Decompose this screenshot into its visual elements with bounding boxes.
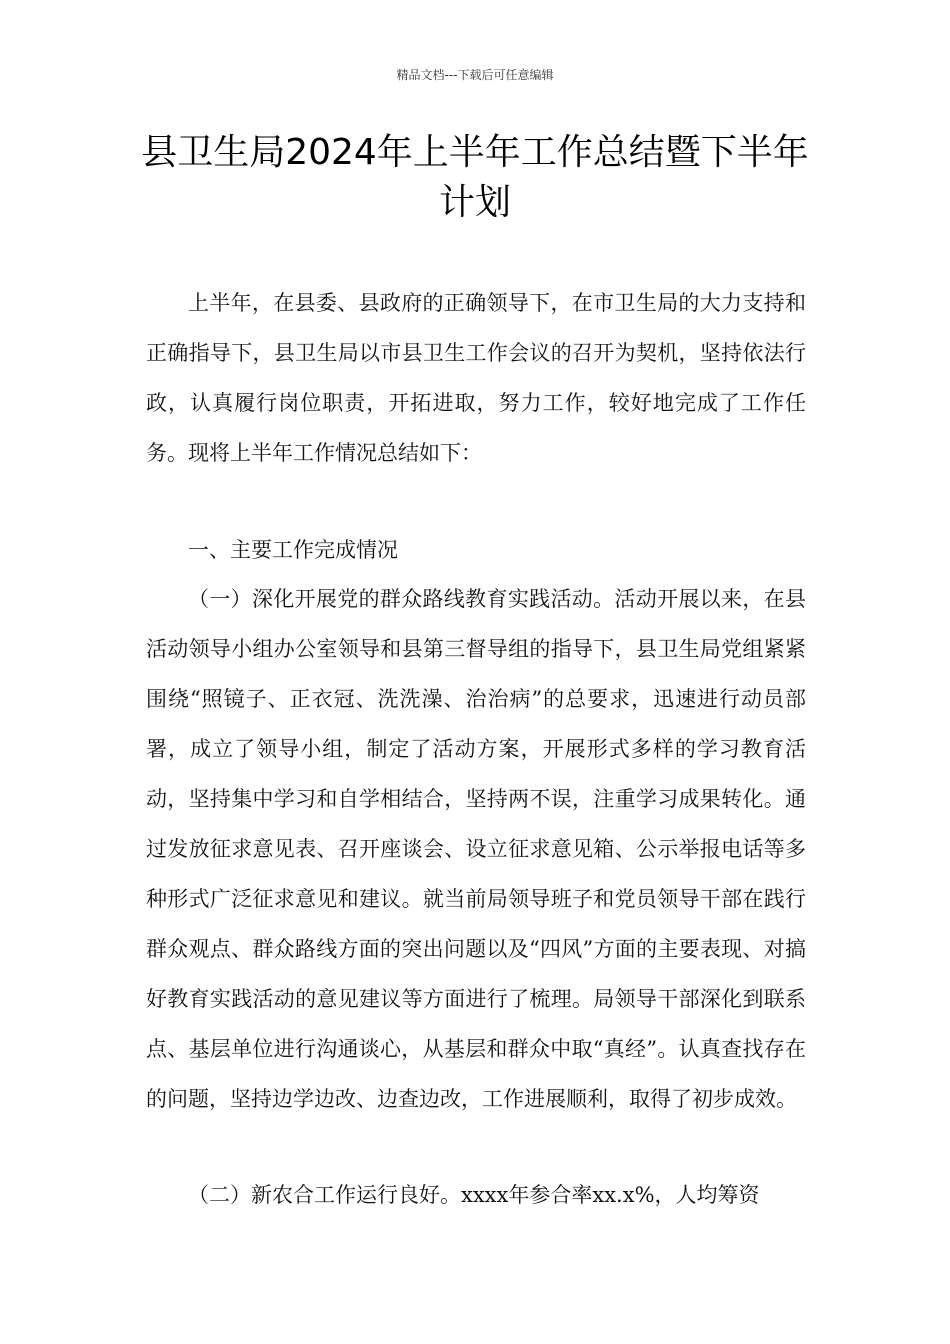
section-heading: 一、主要工作完成情况 [188,538,398,562]
body-paragraph: （二）新农合工作运行良好。xxxx年参合率xx.x%，人均筹资 [188,1183,760,1207]
document-title: 县卫生局2024年上半年工作总结暨下半年计划 [141,132,809,223]
intro-paragraph: 上半年，在县委、县政府的正确领导下，在市卫生局的大力支持和正确指导下，县卫生局以市县卫生工作会议的召开为契机，坚持依法行政，认真履行岗位职责，开拓进取，努力工作，较好地完成了工作任务。现将上半年工作情况总结如下： [146,291,806,465]
header-note: 精品文档---下载后可任意编辑 [396,68,554,82]
body-paragraph: （一）深化开展党的群众路线教育实践活动。活动开展以来，在县活动领导小组办公室领导和县第三督导组的指导下，县卫生局党组紧紧围绕“照镜子、正衣冠、洗洗澡、治治病”的总要求，迅速进行动员部署，成立了领导小组，制定了活动方案，开展形式多样的学习教育活动，坚持集中学习和自学相结合，坚持两不误，注重学习成果转化。通过发放征求意见表、召开座谈会、设立征求意见箱、公示举报电话等多种形式广泛征求意见和建议。就当前局领导班子和党员领导干部在践行群众观点、群众路线方面的突出问题以及“四风”方面的主要表现、对搞好教育实践活动的意见建议等方面进行了梳理。局领导干部深化到联系点、基层单位进行沟通谈心，从基层和群众中取“真经”。认真查找存在的问题，坚持边学边改、边查边改，工作进展顺利，取得了初步成效。 [146,587,806,1111]
